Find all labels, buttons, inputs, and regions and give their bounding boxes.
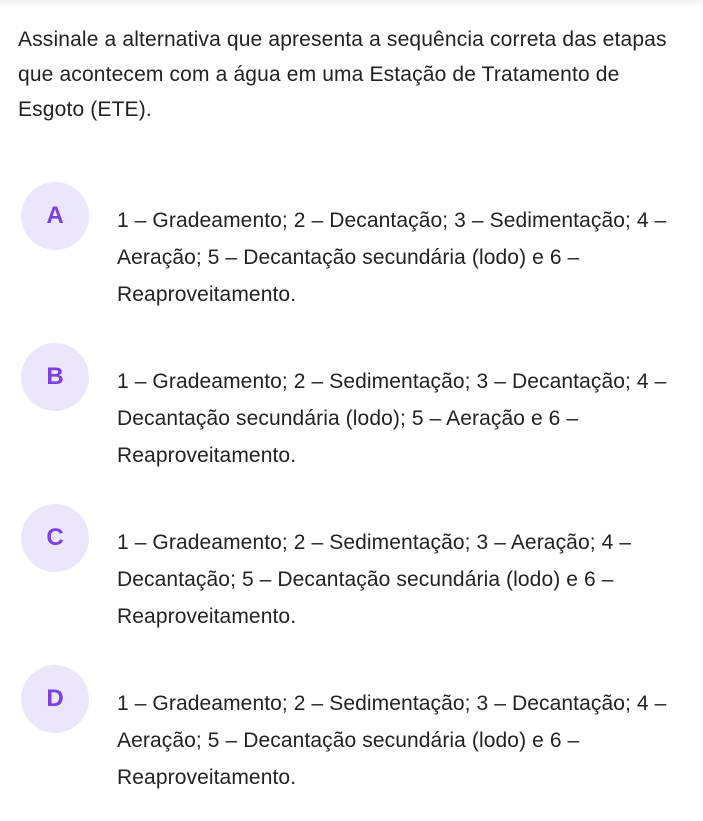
option-c-text[interactable]: 1 – Gradeamento; 2 – Sedimentação; 3 – Aeração; 4 – Decantação; 5 – Decantação secundária (lodo) e 6 – Reaproveitamento. [117, 531, 632, 628]
top-divider-shadow [0, 0, 703, 8]
option-b-text[interactable]: 1 – Gradeamento; 2 – Sedimentação; 3 – Decantação; 4 – Decantação secundária (lodo); 5 – Aeração e 6 – Reaproveitamento. [117, 370, 667, 467]
option-d-text[interactable]: 1 – Gradeamento; 2 – Sedimentação; 3 – Decantação; 4 – Aeração; 5 – Decantação secundária (lodo) e 6 – Reaproveitamento. [117, 692, 667, 789]
option-c-badge[interactable]: C [21, 504, 89, 572]
option-a-text[interactable]: 1 – Gradeamento; 2 – Decantação; 3 – Sedimentação; 4 – Aeração; 5 – Decantação secundária (lodo) e 6 – Reaproveitamento. [117, 209, 667, 306]
option-a-badge[interactable]: A [21, 182, 89, 250]
option-b-badge[interactable]: B [21, 343, 89, 411]
option-d-badge[interactable]: D [21, 665, 89, 733]
question-text: Assinale a alternativa que apresenta a sequência correta das etapas que acontecem com a água em uma Estação de Tratamento de Esgoto (ETE). [18, 28, 667, 121]
